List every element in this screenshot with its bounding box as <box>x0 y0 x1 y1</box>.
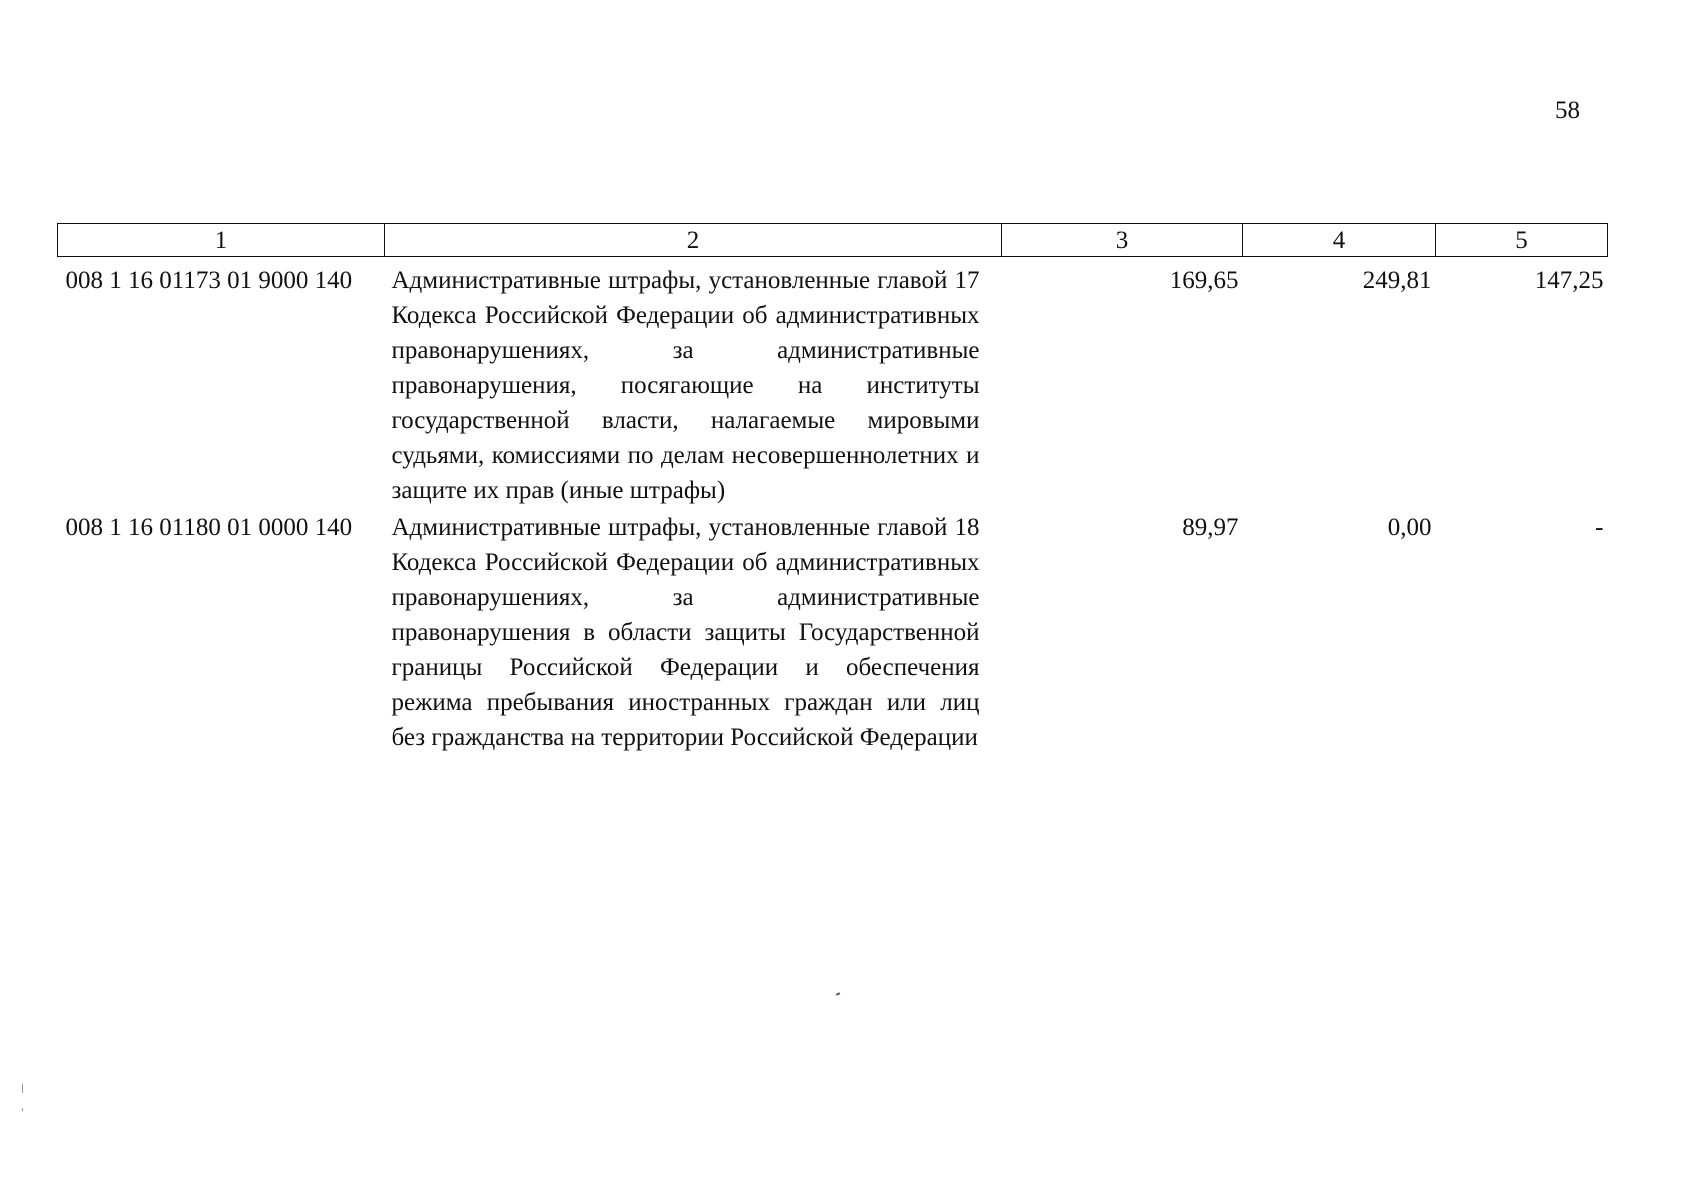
header-row <box>58 224 1608 257</box>
row-value-col3: 89,97 <box>1182 514 1239 541</box>
row-description: Административные штрафы, установленные главой 18 Кодекса Российской Федерации об административных правонарушениях, за административные правонарушения в области защиты Государственной границы Российской Федерации и обеспечения режима пребывания иностранных граждан или лиц без гражданства на территории Российской Федерации <box>391 514 980 751</box>
scan-margin-mark <box>22 1108 23 1111</box>
row-value-col5: - <box>1595 514 1604 541</box>
page-number: 58 <box>1555 97 1580 124</box>
row-code: 008 1 16 01173 01 9000 140 <box>65 267 353 294</box>
budget-table <box>57 223 1608 755</box>
table-header <box>58 224 1608 257</box>
row-code: 008 1 16 01180 01 0000 140 <box>65 514 353 541</box>
header-col-5: 5 <box>1436 224 1608 257</box>
header-col-4: 4 <box>1243 224 1436 257</box>
header-col-2: 2 <box>385 224 1002 257</box>
table-body <box>58 257 1608 756</box>
table-row <box>58 508 1608 755</box>
row-description: Административные штрафы, установленные главой 17 Кодекса Российской Федерации об административных правонарушениях, за административные правонарушения, посягающие на институты государственной власти, налагаемые мировыми судьями, комиссиями по делам несовершеннолетних и защите их прав (иные штрафы) <box>391 267 980 504</box>
scan-margin-mark <box>22 1084 23 1093</box>
table-row <box>58 257 1608 509</box>
row-value-col4: 249,81 <box>1362 267 1432 294</box>
scan-speck <box>836 992 840 996</box>
header-col-1: 1 <box>58 224 385 257</box>
row-value-col5: 147,25 <box>1534 267 1604 294</box>
row-value-col4: 0,00 <box>1387 514 1432 541</box>
row-value-col3: 169,65 <box>1169 267 1239 294</box>
header-col-3: 3 <box>1002 224 1243 257</box>
